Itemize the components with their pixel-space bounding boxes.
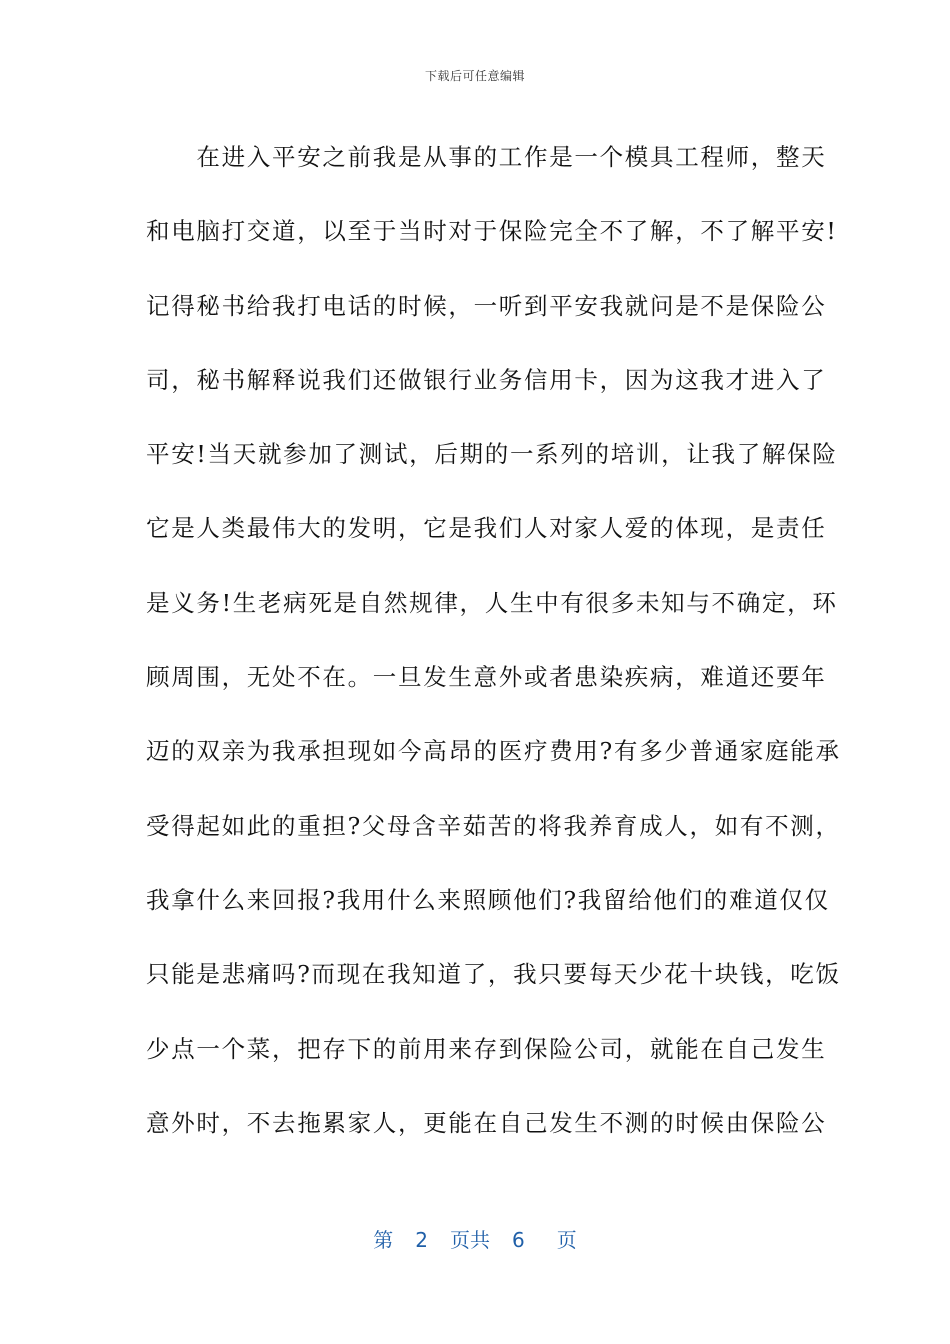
page-total: 6 [512, 1228, 525, 1252]
paragraph-line: 和电脑打交道，以至于当时对于保险完全不了解，不了解平安! [146, 217, 838, 246]
page-footer [0, 1224, 950, 1253]
page-current: 2 [415, 1228, 428, 1252]
paragraph-line: 少点一个菜，把存下的前用来存到保险公司，就能在自己发生 [146, 1034, 827, 1063]
header-note: 下载后可任意编辑 [424, 69, 525, 83]
document-body [146, 120, 841, 1160]
paragraph-line: 我拿什么来回报?我用什么来照顾他们?我留给他们的难道仅仅 [146, 885, 830, 914]
paragraph-line: 它是人类最伟大的发明，它是我们人对家人爱的体现，是责任 [146, 514, 827, 543]
paragraph-line: 司，秘书解释说我们还做银行业务信用卡，因为这我才进入了 [146, 365, 827, 394]
paragraph-line: 是义务!生老病死是自然规律，人生中有很多未知与不确定，环 [146, 588, 838, 617]
paragraph-line: 受得起如此的重担?父母含辛茹苦的将我养育成人，如有不测， [146, 811, 841, 840]
paragraph-line: 平安!当天就参加了测试，后期的一系列的培训，让我了解保险 [146, 440, 838, 469]
page-prefix: 第 [373, 1228, 394, 1252]
page-mid: 页共 [450, 1228, 490, 1252]
paragraph-line: 记得秘书给我打电话的时候，一听到平安我就问是不是保险公 [146, 291, 827, 320]
paragraph-line: 顾周围，无处不在。一旦发生意外或者患染疾病，难道还要年 [146, 663, 827, 692]
page-suffix: 页 [556, 1228, 577, 1252]
paragraph-line: 只能是悲痛吗?而现在我知道了，我只要每天少花十块钱，吃饭 [146, 960, 841, 989]
paragraph-line: 意外时，不去拖累家人，更能在自己发生不测的时候由保险公 [146, 1108, 827, 1137]
paragraph-line: 在进入平安之前我是从事的工作是一个模具工程师，整天 [146, 143, 827, 171]
paragraph-line: 迈的双亲为我承担现如今高昂的医疗费用?有多少普通家庭能承 [146, 737, 841, 766]
